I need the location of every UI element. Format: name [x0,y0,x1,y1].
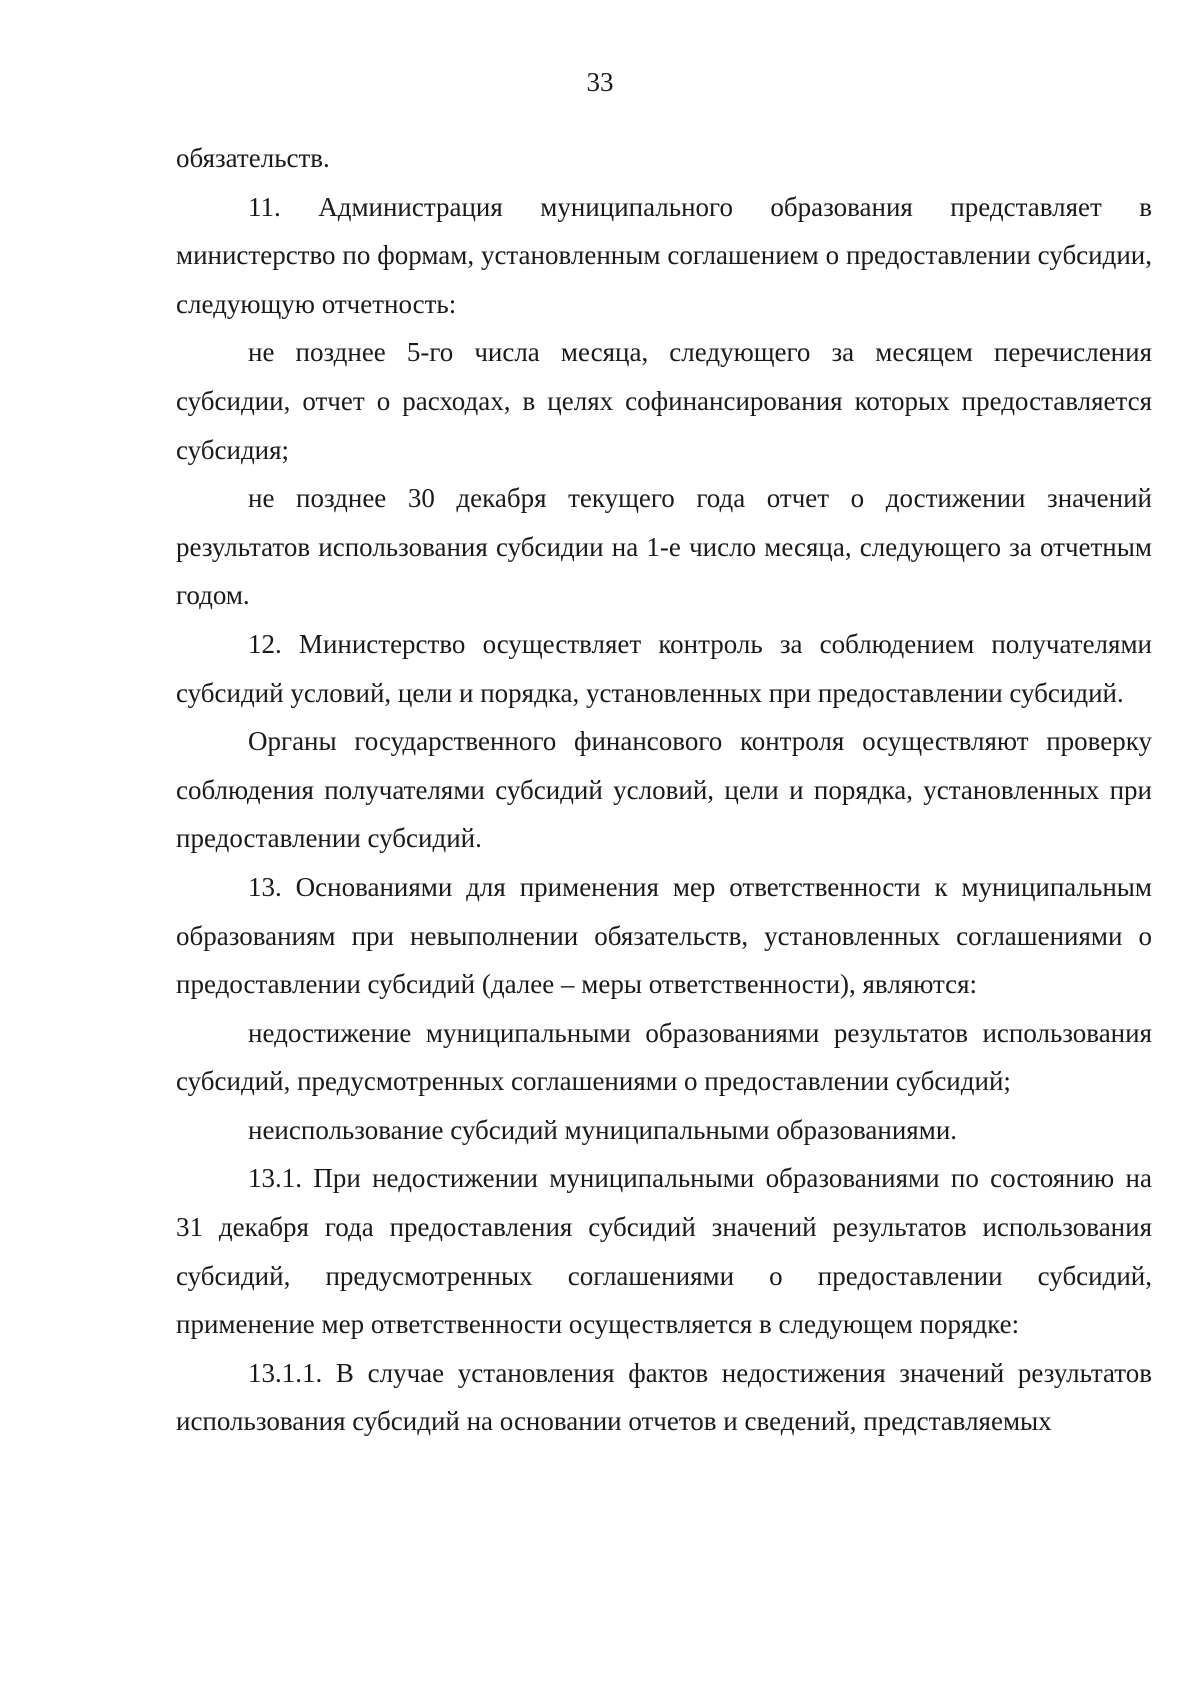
paragraph-report-expenses: не позднее 5-го числа месяца, следующего за месяцем перечисления субсидии, отчет о расходах, в целях софинансирования которых предоставляется субсидия; [176,337,1152,465]
paragraph-item-13: 13. Основаниями для применения мер ответственности к муниципальным образованиям при невыполнении обязательств, установленных соглашениями о предоставлении субсидий (далее – меры ответственности), являются: [176,871,1152,1000]
paragraph-item-12: 12. Министерство осуществляет контроль за соблюдением получателями субсидий условий, цели и порядка, установленных при предоставлении субсидий. [176,628,1152,708]
paragraph-item-13-1: 13.1. При недостижении муниципальными образованиями по состоянию на 31 декабря года предоставления субсидий значений результатов использования субсидий, предусмотренных соглашениями о предоставлении субсидий, применение мер ответственности осуществляется в следующем порядке: [176,1163,1152,1340]
paragraph-continuation: обязательств. [176,143,330,173]
document-body [176,134,1152,1446]
paragraph-item-11: 11. Администрация муниципального образования представляет в министерство по формам, установленным соглашением о предоставлении субсидии, следующую отчетность: [176,191,1152,319]
paragraph-non-use: неиспользование субсидий муниципальными образованиями. [248,1114,958,1145]
paragraph-item-13-1-1: 13.1.1. В случае установления фактов недостижения значений результатов использования субсидий на основании отчетов и сведений, представляемых [176,1357,1152,1437]
page-number: 33 [586,67,614,97]
paragraph-financial-control: Органы государственного финансового контроля осуществляют проверку соблюдения получателями субсидий условий, цели и порядка, установленных при предоставлении субсидий. [176,726,1152,854]
paragraph-report-results: не позднее 30 декабря текущего года отчет о достижении значений результатов использования субсидии на 1-е число месяца, следующего за отчетным годом. [176,483,1152,611]
paragraph-non-achievement: недостижение муниципальными образованиями результатов использования субсидий, предусмотренных соглашениями о предоставлении субсидий; [176,1017,1152,1097]
